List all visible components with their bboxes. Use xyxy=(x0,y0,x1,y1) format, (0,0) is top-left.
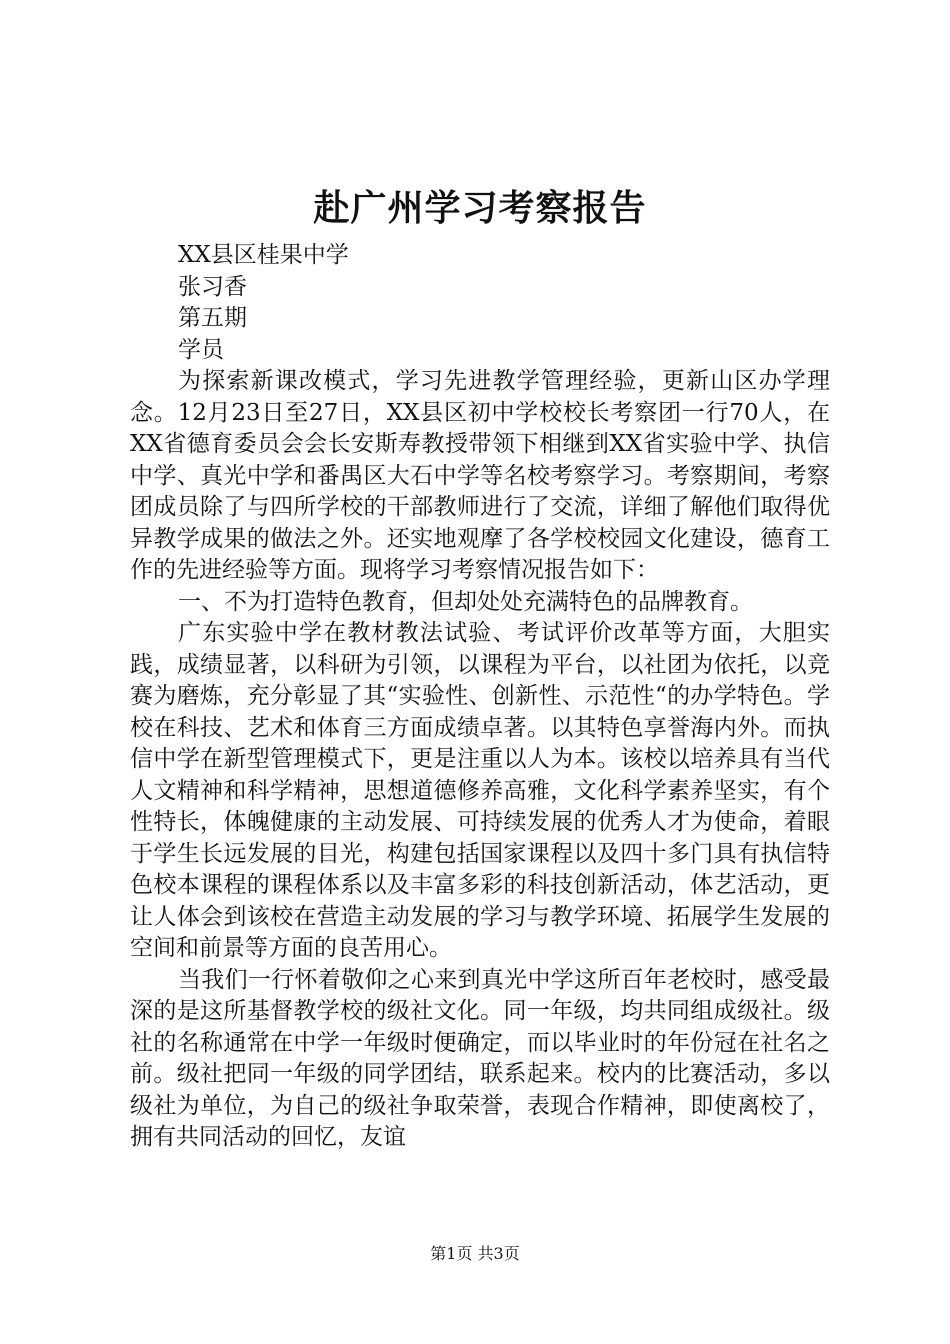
section-heading-1: 一、不为打造特色教育，但却处处充满特色的品牌教育。 xyxy=(178,588,753,615)
author-name: 张习香 xyxy=(178,273,247,300)
paragraph-intro: 为探索新课改模式，学习先进教学管理经验，更新山区办学理念。12月23日至27日，XX县区初中学校校长考察团一行70人，在XX省德育委员会会长安斯寿教授带领下相继到XX省实验中学、执信中学、真光中学和番禺区大石中学等名校考察学习。考察期间，考察团成员除了与四所学校的干部教师进行了交流，详细了解他们取得优异教学成果的做法之外。还实地观摩了各学校校园文化建设，德育工作的先进经验等方面。现将学习考察情况报告如下： xyxy=(130,368,830,583)
author-school: XX县区桂果中学 xyxy=(178,242,349,268)
document-body xyxy=(130,366,830,1154)
page-footer: 第1页 共3页 xyxy=(430,1244,520,1263)
paragraph-zhenguang: 当我们一行怀着敬仰之心来到真光中学这所百年老校时，感受最深的是这所基督教学校的级社文化。同一年级，均共同组成级社。级社的名称通常在中学一年级时便确定，而以毕业时的年份冠在社名之前。级社把同一年级的同学团结，联系起来。校内的比赛活动，多以级社为单位，为自己的级社争取荣誉，表现合作精神，即使离校了，拥有共同活动的回忆，友谊 xyxy=(130,966,830,1150)
author-block xyxy=(130,240,830,366)
author-role: 学员 xyxy=(178,336,224,363)
author-session: 第五期 xyxy=(178,305,247,331)
document-page xyxy=(130,180,830,1154)
document-title: 赴广州学习考察报告 xyxy=(313,187,647,229)
paragraph-guangdong-experimental: 广东实验中学在教材教法试验、考试评价改革等方面，大胆实践，成绩显著，以科研为引领，以课程为平台，以社团为依托，以竞赛为磨炼，充分彰显了其“实验性、创新性、示范性“的办学特色。学校在科技、艺术和体育三方面成绩卓著。以其特色享誉海内外。而执信中学在新型管理模式下，更是注重以人为本。该校以培养具有当代人文精神和科学精神，思想道德修养高雅，文化科学素养坚实，有个性特长，体魄健康的主动发展、可持续发展的优秀人才为使命，着眼于学生长远发展的目光，构建包括国家课程以及四十多门具有执信特色校本课程的课程体系以及丰富多彩的科技创新活动，体艺活动，更让人体会到该校在营造主动发展的学习与教学环境、拓展学生发展的空间和前景等方面的良苦用心。 xyxy=(130,620,830,961)
